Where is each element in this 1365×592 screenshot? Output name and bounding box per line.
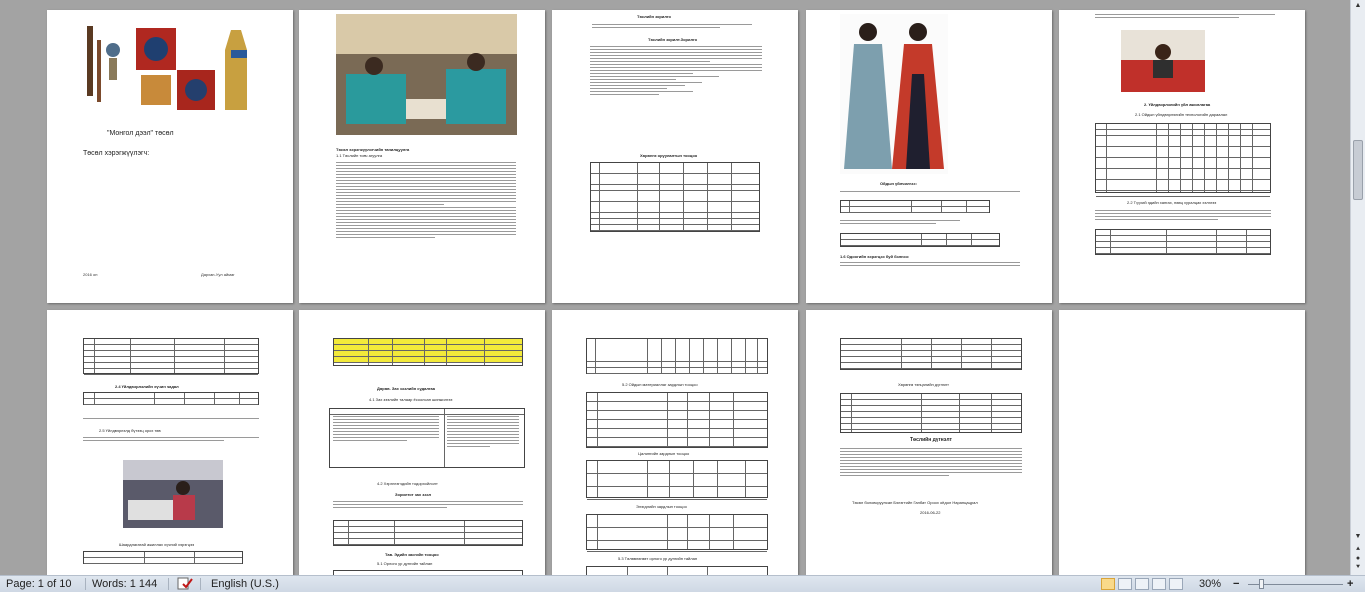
proofing-icon[interactable] [177, 577, 193, 591]
zoom-slider-thumb[interactable] [1259, 579, 1264, 589]
conclusion-text [840, 448, 1022, 478]
goal-heading: Төслийн зорилго [637, 14, 671, 19]
balance-table [840, 338, 1022, 370]
page-7[interactable] [299, 310, 545, 575]
workforce-caption: Шаардлагатай ажиллах хүчний хэрэгцээ [119, 542, 195, 547]
capacity-heading: 2.4 Үйлдвэрлэлийн хүчин чадал [115, 384, 179, 389]
section-text-1 [840, 220, 960, 226]
web-layout-button[interactable] [1135, 578, 1149, 590]
planned-income-label: 5.3 Төлөвлөгөөт орлого ур дүнгийн тайлан [618, 556, 698, 561]
outline-view-button[interactable] [1152, 578, 1166, 590]
depreciation-table [586, 514, 768, 550]
balance-label: Хөрөнгө тэнцэлийн дүгнэлт [898, 382, 949, 387]
page-9[interactable] [806, 310, 1052, 575]
status-separator [168, 578, 169, 590]
previous-page-icon[interactable]: ⯅ [1355, 546, 1361, 553]
market-subheading: 4.1 Зах зээлийн талаар ёсоолсан шинжилгээ [369, 397, 453, 402]
next-page-icon[interactable]: ⯆ [1355, 564, 1361, 571]
target-market-table [333, 520, 523, 546]
page-count-indicator[interactable]: Page: 1 of 10 [6, 578, 72, 590]
tasks-heading: Төслийн зорилт.Зорилго [648, 37, 698, 42]
section-heading: Төсөл хэрэгжүүлэгчийн танилцуулга [336, 147, 410, 152]
swot-right-text [447, 416, 519, 449]
target-market-heading: Зорилтот зах зээл [395, 492, 432, 497]
page-4[interactable] [806, 10, 1052, 303]
status-separator [200, 578, 201, 590]
service-caption: Ойдын үйлчилгээ: [880, 181, 917, 186]
page-6[interactable] [47, 310, 293, 575]
page-1[interactable] [47, 10, 293, 303]
intro-text [1095, 14, 1275, 20]
current-needs-text [840, 262, 1020, 268]
draft-view-button[interactable] [1169, 578, 1183, 590]
page-10[interactable] [1059, 310, 1305, 575]
tailor-at-work-photo [1121, 30, 1205, 92]
production-text [83, 437, 259, 443]
models-in-deel-photo [840, 14, 948, 174]
capacity-text [83, 418, 259, 421]
service-table [840, 200, 990, 213]
current-needs-heading: 1.6 Одоогийн хэрэгцээ буй бэлнээ: [840, 254, 910, 259]
income-report-heading: 5.1 Орлого ур дүнгийн тайлан [377, 561, 433, 566]
language-indicator[interactable]: English (U.S.) [211, 578, 279, 590]
scroll-up-arrow-icon[interactable]: ▲ [1354, 2, 1362, 9]
plan-table [840, 233, 1000, 247]
investment-table-title: Хөрөнгө оруулалтын тооцоо [640, 153, 698, 158]
full-screen-reading-button[interactable] [1118, 578, 1132, 590]
status-bar [0, 575, 1365, 592]
footer-right: Дархан-Уул аймаг [201, 272, 235, 277]
zoom-level[interactable]: 30% [1199, 578, 1222, 590]
status-separator [85, 578, 86, 590]
mongolian-artifacts-image [81, 20, 261, 116]
material-cost-table [586, 392, 768, 448]
target-market-text [333, 501, 523, 510]
workforce-table [83, 551, 243, 564]
operations-heading: 2. Үйлдвэрлэлийн үйл ажиллагаа [1144, 102, 1211, 107]
zoom-out-button[interactable]: − [1233, 578, 1240, 590]
browse-object-icon[interactable]: ● [1355, 555, 1361, 562]
zoom-in-button[interactable]: + [1347, 578, 1354, 590]
salary-cost-label: Цалингийн зардлын тооцоо [638, 451, 690, 456]
material-cost-label: 5.2 Ойдын материаллаг зардлын тооцоо [622, 382, 698, 387]
sewing-workshop-photo [336, 14, 517, 135]
supply-text [1095, 210, 1271, 222]
service-text [840, 191, 1020, 194]
page-8[interactable] [552, 310, 798, 575]
conclusion-heading: Төслийн дүгнэлт [910, 437, 952, 443]
vertical-scrollbar[interactable] [1350, 0, 1365, 575]
consumer-subheading: 4.2 Хэрэглэгчдийн тодорхойлолт [377, 481, 438, 486]
capacity-table [83, 392, 259, 405]
sewing-machine-photo [123, 460, 223, 528]
page-2[interactable] [299, 10, 545, 303]
cover-subtitle: Төсөл хэрэгжүүлэгч: [83, 150, 150, 157]
scroll-down-arrow-icon[interactable]: ▼ [1354, 533, 1362, 540]
section-subheading: 1.1 Төслийн товч агуулга [336, 153, 383, 158]
document-date: 2016-06-22 [920, 510, 941, 515]
planned-income-table-top [586, 566, 768, 575]
swot-left-text [333, 416, 439, 443]
page-5[interactable] [1059, 10, 1305, 303]
market-heading: Дөрөв. Зах зээлийн судалгаа [377, 386, 435, 391]
economics-heading: Тав. Эдийн засгийн тооцоо [385, 552, 439, 557]
staff-table [83, 338, 259, 374]
print-layout-view-button[interactable] [1101, 578, 1115, 590]
word-count-indicator[interactable]: Words: 1 144 [92, 578, 158, 590]
scroll-thumb[interactable] [1353, 140, 1363, 200]
supply-subheading: 2.2 Түүхий эдийн хангах, нөөц хуралцах хэлэгээ [1127, 200, 1217, 205]
technology-subheading: 2.1 Ойдын үйлдвэрлэлийн технологийн дараалал [1135, 112, 1228, 117]
production-subheading: 2.5 Үйлдвэрлэлд бүтээц орох төв [99, 428, 161, 433]
cost-summary-table [586, 338, 768, 374]
goal-text [592, 24, 752, 30]
tasks-text [590, 46, 762, 97]
salary-cost-table [586, 460, 768, 498]
process-table [1095, 123, 1271, 193]
footer-left: 2016 он [83, 272, 98, 277]
body-text-lines [336, 162, 516, 240]
sales-table [333, 338, 523, 366]
page-3[interactable] [552, 10, 798, 303]
loan-schedule-table [840, 393, 1022, 433]
depreciation-label: Элэгдлийн зардлын тооцоо [636, 504, 687, 509]
supply-table [1095, 229, 1271, 255]
signature-line: Төсөл боловсруулсан Бэлэгтийн Ганбат Ороох оёдол Наранцацрал [852, 500, 978, 505]
cover-caption: "Монгол дээл" төсөл [107, 130, 174, 137]
investment-table [590, 162, 760, 232]
